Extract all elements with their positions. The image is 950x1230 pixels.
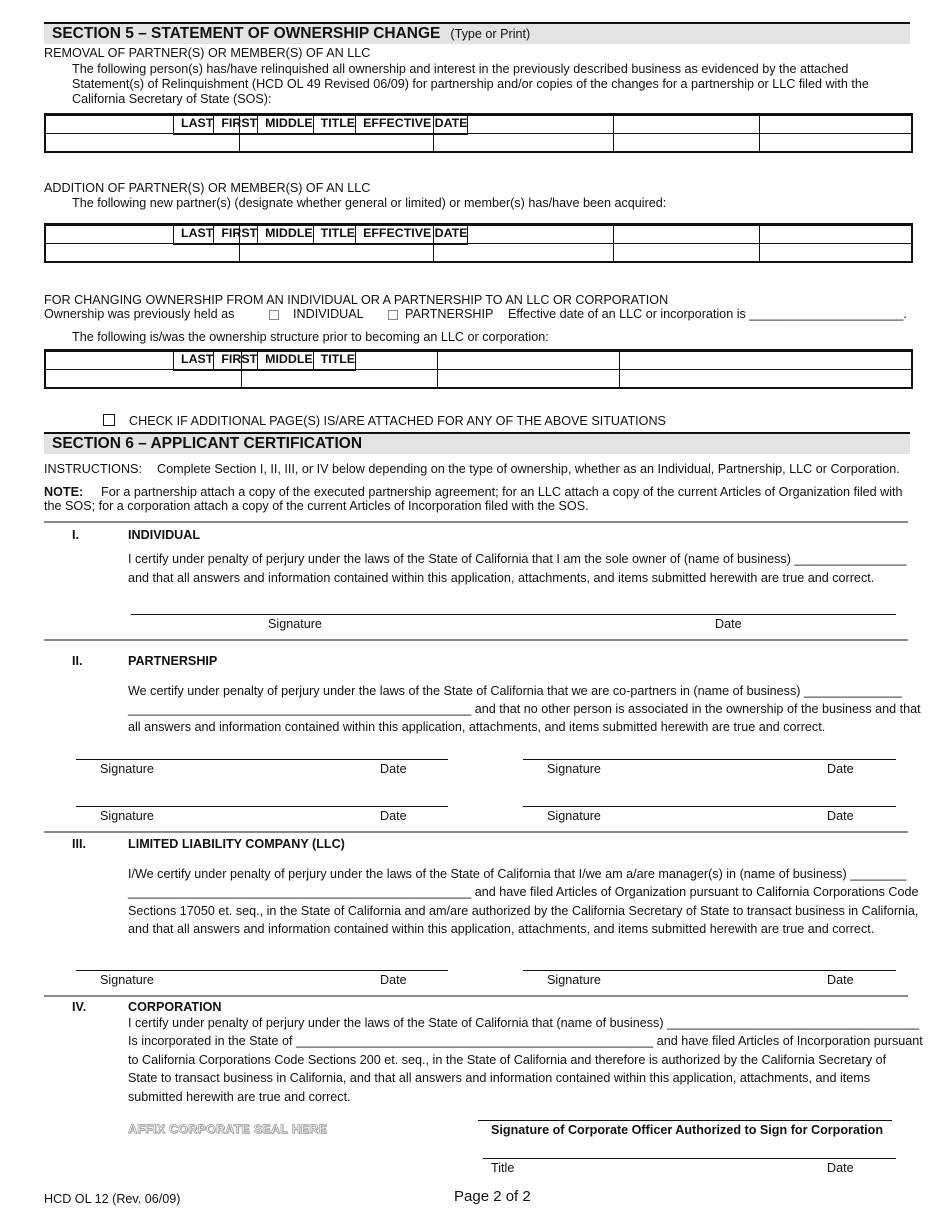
partner-signature-line-3[interactable]	[76, 806, 448, 807]
date-label: Date	[380, 973, 407, 987]
input-first[interactable]	[241, 370, 437, 389]
input-title[interactable]	[619, 352, 912, 370]
table-row	[45, 134, 912, 153]
previous-ownership-label: Ownership was previously held as	[44, 307, 235, 321]
individual-signature-line[interactable]	[131, 614, 896, 615]
date-label: Date	[715, 617, 742, 631]
individual-text-2: and that all answers and information contained within this application, attachments, and items submitted herewith are true and correct.	[128, 571, 875, 585]
input-title[interactable]	[613, 134, 759, 153]
partnership-heading: PARTNERSHIP	[128, 654, 218, 668]
effective-date-text: Effective date of an LLC or incorporation is ______________________.	[508, 307, 907, 321]
col-last: LAST	[174, 116, 214, 135]
divider	[44, 521, 908, 523]
section5-subtitle: (Type or Print)	[450, 27, 531, 41]
partner-signature-line-2[interactable]	[523, 759, 896, 760]
llc-heading: LIMITED LIABILITY COMPANY (LLC)	[128, 837, 345, 851]
signature-label: Signature	[100, 809, 154, 823]
corporate-seal-area: AFFIX CORPORATE SEAL HERE	[128, 1122, 328, 1136]
col-first: FIRST	[214, 116, 258, 135]
col-effective-date: EFFECTIVE DATE	[356, 226, 468, 245]
date-label: Date	[827, 1161, 854, 1175]
input-last[interactable]	[45, 370, 241, 389]
input-middle[interactable]	[437, 370, 619, 389]
col-middle: MIDDLE	[258, 352, 314, 371]
table-row	[45, 244, 912, 263]
llc-signature-line-1[interactable]	[76, 970, 448, 971]
llc-signature-line-2[interactable]	[523, 970, 896, 971]
signature-label: Signature	[268, 617, 322, 631]
form-id: HCD OL 12 (Rev. 06/09)	[44, 1192, 181, 1206]
divider	[44, 831, 908, 833]
col-first: FIRST	[214, 226, 258, 245]
input-last[interactable]	[45, 244, 239, 263]
corporation-numeral: IV.	[72, 1000, 87, 1014]
signature-label: Signature	[100, 973, 154, 987]
signature-label: Signature	[100, 762, 154, 776]
input-title[interactable]	[619, 370, 912, 389]
input-middle[interactable]	[433, 244, 613, 263]
section6-header	[44, 432, 910, 454]
individual-option-label: INDIVIDUAL	[293, 307, 364, 321]
partner-signature-line-4[interactable]	[523, 806, 896, 807]
removal-text-3: California Secretary of State (SOS):	[72, 92, 272, 106]
additional-pages-label: CHECK IF ADDITIONAL PAGE(S) IS/ARE ATTACHED FOR ANY OF THE ABOVE SITUATIONS	[129, 414, 666, 428]
section5-header	[44, 22, 910, 44]
corporation-text-2: Is incorporated in the State of ___________________________________________________ and have filed Articles of Incorporation pursuant	[128, 1034, 923, 1048]
signature-label: Signature	[547, 809, 601, 823]
divider	[44, 639, 908, 641]
input-first[interactable]	[239, 244, 433, 263]
addition-table	[44, 223, 913, 263]
structure-text: The following is/was the ownership structure prior to becoming an LLC or corporation:	[72, 330, 549, 344]
structure-table	[44, 349, 913, 389]
col-title: TITLE	[313, 352, 355, 371]
partnership-text-1: We certify under penalty of perjury under the laws of the State of California that we are co-partners in (name of business) ______________	[128, 684, 903, 698]
individual-numeral: I.	[72, 528, 79, 542]
input-title[interactable]	[613, 116, 759, 134]
input-middle[interactable]	[437, 352, 619, 370]
col-title: TITLE	[313, 226, 355, 245]
table-row	[45, 370, 912, 389]
col-title: TITLE	[313, 116, 355, 135]
input-effective-date[interactable]	[759, 134, 912, 153]
section6-title: SECTION 6 – APPLICANT CERTIFICATION	[52, 435, 363, 452]
input-title[interactable]	[613, 244, 759, 263]
partnership-text-3: all answers and information contained within this application, attachments, and items submitted herewith are true and correct.	[128, 720, 826, 734]
removal-table	[44, 113, 913, 153]
input-effective-date[interactable]	[759, 226, 912, 244]
removal-text-2: Statement(s) of Relinquishment (HCD OL 49 Revised 06/09) for partnership and/or copies of the changes for a partnership or LLC filed with the	[72, 77, 869, 91]
removal-heading: REMOVAL OF PARTNER(S) OR MEMBER(S) OF AN LLC	[44, 46, 371, 60]
input-last[interactable]	[45, 134, 239, 153]
additional-pages-checkbox[interactable]	[103, 414, 115, 426]
table-header-row	[173, 225, 468, 245]
signature-label: Signature	[547, 762, 601, 776]
removal-text-1: The following person(s) has/have relinquished all ownership and interest in the previously described business as evidenced by the attached	[72, 62, 849, 76]
input-first[interactable]	[239, 134, 433, 153]
officer-signature-line[interactable]	[478, 1120, 892, 1121]
partnership-text-2: _________________________________________________ and that no other person is associated in the ownership of the business and that	[128, 702, 921, 716]
date-label: Date	[380, 762, 407, 776]
llc-text-1: I/We certify under penalty of perjury under the laws of the State of California that I/we am a/are manager(s) in (name of business) ________	[128, 867, 907, 881]
section5-title: SECTION 5 – STATEMENT OF OWNERSHIP CHANGE (Type or Print)	[52, 25, 531, 42]
date-label: Date	[380, 809, 407, 823]
addition-heading: ADDITION OF PARTNER(S) OR MEMBER(S) OF AN LLC	[44, 181, 371, 195]
divider	[44, 995, 908, 997]
col-middle: MIDDLE	[258, 116, 314, 135]
instructions-text: Complete Section I, II, III, or IV below depending on the type of ownership, whether as an Individual, Partnership, LLC or Corporation.	[157, 462, 900, 476]
input-title[interactable]	[613, 226, 759, 244]
individual-heading: INDIVIDUAL	[128, 528, 201, 542]
partnership-numeral: II.	[72, 654, 83, 668]
table-header-row	[173, 115, 468, 135]
date-label: Date	[827, 762, 854, 776]
corporation-heading: CORPORATION	[128, 1000, 222, 1014]
col-effective-date: EFFECTIVE DATE	[356, 116, 468, 135]
addition-text: The following new partner(s) (designate whether general or limited) or member(s) has/have been acquired:	[72, 196, 667, 210]
changing-heading: FOR CHANGING OWNERSHIP FROM AN INDIVIDUAL OR A PARTNERSHIP TO AN LLC OR CORPORATION	[44, 293, 669, 307]
input-effective-date[interactable]	[759, 116, 912, 134]
llc-numeral: III.	[72, 837, 86, 851]
col-last: LAST	[174, 226, 214, 245]
corporation-text-3: to California Corporations Code Sections 200 et. seq., in the State of California and therefore is authorized by the California Secretary of	[128, 1053, 887, 1067]
input-effective-date[interactable]	[759, 244, 912, 263]
individual-text-1: I certify under penalty of perjury under the laws of the State of California that I am the sole owner of (name of business) ________________	[128, 552, 907, 566]
input-middle[interactable]	[433, 134, 613, 153]
note-text-1: For a partnership attach a copy of the executed partnership agreement; for an LLC attach a copy of the current Articles of Organization filed with	[101, 485, 903, 499]
signature-label: Signature	[547, 973, 601, 987]
page-number: Page 2 of 2	[454, 1188, 531, 1205]
partner-signature-line-1[interactable]	[76, 759, 448, 760]
corporation-text-5: submitted herewith are true and correct.	[128, 1090, 351, 1104]
col-middle: MIDDLE	[258, 226, 314, 245]
table-header-row	[173, 351, 356, 371]
officer-title-line[interactable]	[483, 1158, 896, 1159]
col-first: FIRST	[214, 352, 258, 371]
note-label: NOTE:	[44, 485, 84, 499]
corporation-text-1: I certify under penalty of perjury under the laws of the State of California that (name of business) ____________________________________	[128, 1016, 920, 1030]
officer-signature-label: Signature of Corporate Officer Authorized to Sign for Corporation	[491, 1123, 884, 1137]
instructions-label: INSTRUCTIONS:	[44, 462, 142, 476]
date-label: Date	[827, 973, 854, 987]
partnership-option-label: PARTNERSHIP	[405, 307, 494, 321]
note-text-2: the SOS; for a corporation attach a copy of the current Articles of Incorporation filed with the SOS.	[44, 499, 589, 513]
partnership-checkbox[interactable]	[388, 310, 398, 320]
title-label: Title	[491, 1161, 515, 1175]
corporation-text-4: State to transact business in California, and that all answers and information contained within this application, attachments, and items	[128, 1071, 871, 1085]
date-label: Date	[827, 809, 854, 823]
col-last: LAST	[174, 352, 214, 371]
individual-checkbox[interactable]	[269, 310, 279, 320]
llc-text-4: and that all answers and information contained within this application, attachments, and items submitted herewith are true and correct.	[128, 922, 875, 936]
llc-text-3: Sections 17050 et. seq., in the State of California and am/are authorized by the California Secretary of State to transact business in California,	[128, 904, 919, 918]
llc-text-2: _________________________________________________ and have filed Articles of Organization pursuant to California Corporations Code	[128, 885, 919, 899]
